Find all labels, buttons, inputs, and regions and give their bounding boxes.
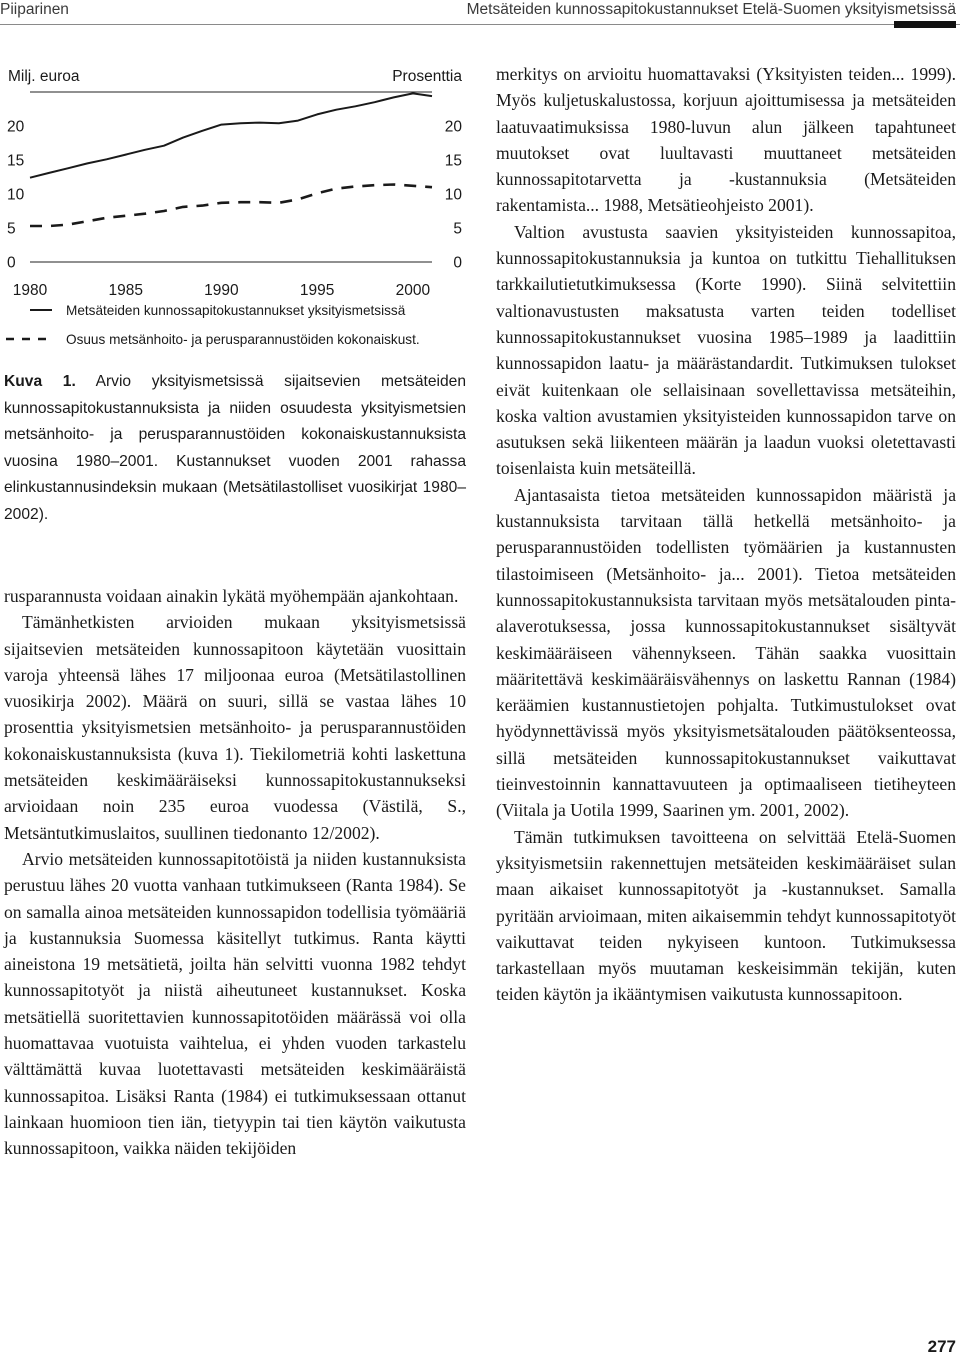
header-rule [0,24,960,25]
left-tick-label: 5 [7,220,16,238]
page-number: 277 [927,1337,956,1356]
left-tick-label: 20 [7,118,25,136]
paragraph: rusparannusta voidaan ainakin lykätä myöhempään ajankohtaan. [4,586,459,606]
paragraph: Valtion avustusta saavien yksityisteiden kunnossapitoa, kunnossapitokustannuksia ja kuntoa on tutkittu Tiehallituksen tarkkailutietutkimuksessa (Korte 1990). Siinä selvitettiin valtionavustusten maksatusta varten teiden todelliset kunnossapitokustannukset vuosina 1985–1989 ja laadittiin kunnossapidon laatu- ja määrästandardit. Tutkimuksen tulokset eivät kuitenkaan ole sellaisinaan sovellettavissa metsäteihin, koska valtion avustamien yksityisteiden kunnossapidon tarve on asutuksen sekä liikenteen määrän ja laadun vuoksi oletettavasti toisenlaista kuin metsäteillä. [496,221,956,479]
paragraph: Tämän tutkimuksen tavoitteena on selvittää Etelä-Suomen yksityismetsiin rakennettujen metsäteiden keskimääräiset sulan maan aikaiset kunnossapitotyöt ja -kustannukset. Samalla pyritään arvioimaan, miten aikaisemmin tehdyt kunnossapitotyöt vaikuttavat teiden nykyiseen kuntoon. Tutkimuksessa tarkastellaan myös muutaman keskeisimmän tekijän, kuten teiden käytön ja ikääntymisen vaikutusta kunnossapitoon. [496,826,956,1005]
series-line-share [30,185,432,227]
x-tick-label: 1980 [12,282,48,299]
running-header-author: Piiparinen [0,1,69,18]
running-header-title: Metsäteiden kunnossapitokustannukset Etelä-Suomen yksityismetsissä [466,1,956,18]
x-tick-label: 2000 [395,282,431,299]
body-column-left [4,583,466,1162]
legend-label-share: Osuus metsänhoito- ja perusparannustöiden kokonaiskust. [66,332,420,347]
paragraph: Arvio metsäteiden kunnossapitotöistä ja niiden kustannuksista perustuu lähes 20 vuotta vanhaan tutkimukseen (Ranta 1984). Se on samalla ainoa metsäteiden kunnossapidon todellisia työmääriä ja kustannuksia Suomessa käsitellyt tutkimus. Ranta käytti aineistona 19 metsätietä, joilta hän selvitti vuonna 1982 tehdyt kunnossapitotyöt ja niistä aiheutuneet kustannukset. Koska metsätiellä suoritettavien kunnossapitotöiden määrässä voi olla huomattavaa vuotuista vaihtelua, ei yhden vuoden tarkastelu välttämättä kuvaa luotettavasti metsäteiden keskimääräistä kunnossapitoa. Lisäksi Ranta (1984) ei tutkimuksessaan ottanut lainkaan huomioon tien iän, tietyypin tai tien käytön vaikutusta kunnossapitoon, vaikka näiden tekijöiden [4,848,466,1159]
figure-line-chart [0,50,470,360]
x-tick-label: 1995 [299,282,335,299]
right-tick-label: 10 [444,186,462,204]
series-line-costs [30,93,432,177]
paragraph: Ajantasaista tietoa metsäteiden kunnossapidon määristä ja kustannuksista tarvitaan tällä hetkellä metsänhoito- ja perusparannustöiden todellisten työmäärien ja kustannusten tilastoimiseen (Metsänhoito- ja... 2001). Tietoa metsäteiden kunnossapitokustannuksista tarvitaan myös metsätalouden pinta-alaverotuksessa, jossa kunnossapitokustannukset sisältyvät keskimääräiseen vähennykseen. Tähän saakka vuosittain määritettävä keskimääräisvähennys on laskettu Rannan (1984) keräämien kustannustietojen pohjalta. Tutkimustulokset ovat hyödynnettävissä myös yksityismetsätalouden päätöksenteossa, sillä metsäteiden kunnossapitokustannukset vaikuttavat tieinvestoinnin kannattavuuteen ja optimaaliseen tietiheyteen (Viitala ja Uotila 1999, Saarinen ym. 2001, 2002). [496,484,956,821]
right-tick-label: 15 [444,152,462,170]
chart-axes [30,92,432,262]
paragraph: Tämänhetkisten arvioiden mukaan yksityismetsissä sijaitsevien metsäteiden kunnossapitoon käytetään vuosittain varoja yhteensä lähes 17 miljoonaa euroa (Metsätilastollinen vuosikirja 2002). Määrä on suuri, sillä se vastaa lähes 10 prosenttia yksityismetsien metsänhoito- ja perusparannustöiden kokonaiskustannuksista (kuva 1). Tiekilometriä kohti laskettuna metsäteiden keskimääräiseksi kunnossapitokustannukseksi arvioidaan noin 235 euroa vuodessa (Västilä, S., Metsäntutkimuslaitos, suullinen tiedonanto 12/2002). [4,612,466,843]
right-tick-label: 20 [444,118,462,136]
right-tick-label: 5 [453,220,462,238]
left-tick-label: 0 [7,254,16,272]
body-column-right [496,61,956,1008]
x-tick-label: 1990 [204,282,239,299]
header-rule-accent [894,21,956,28]
x-tick-label: 1985 [108,282,143,299]
figure-caption-text: Arvio yksityismetsissä sijaitsevien metsäteiden kunnossapitokustannuksista ja niiden osuudesta yksityismetsien metsänhoito- ja perusparannustöiden kokonaiskustannuksista vuosina 1980–2001. Kustannukset vuoden 2001 rahassa elinkustannusindeksin mukaan (Metsätilastolliset vuosikirjat 1980–2002). [4,373,466,523]
left-tick-label: 15 [7,152,25,170]
paragraph: merkitys on arvioitu huomattavaksi (Yksityisten teiden... 1999). Myös kuljetuskalustossa, korjuun ajoittumisessa ja metsäteiden laatuvaatimuksissa 1980-luvun alun jälkeen tapahtuneet muutokset ovat luultavasti muuttaneet metsäteiden kunnossapitotarvetta ja -kustannuksia (Metsäteiden rakentamista... 1988, Metsätieohjeisto 2001). [496,64,956,216]
figure-caption-label: Kuva 1. [4,373,76,390]
left-tick-label: 10 [7,186,25,204]
left-axis-title: Milj. euroa [8,68,80,85]
right-tick-label: 0 [453,254,462,272]
tick-labels [7,119,462,300]
right-axis-title: Prosenttia [392,68,462,85]
figure-caption [4,369,466,529]
legend-label-costs: Metsäteiden kunnossapitokustannukset yksityismetsissä [66,303,406,318]
series-lines [30,93,432,226]
